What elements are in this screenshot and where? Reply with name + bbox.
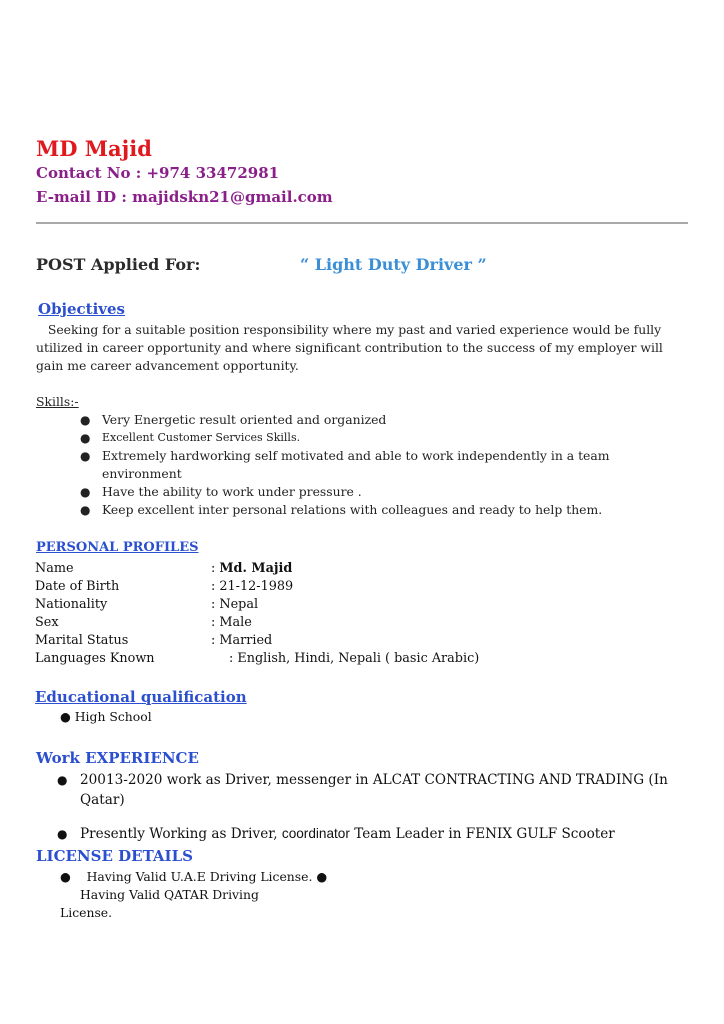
- bullet-icon: ●: [312, 869, 328, 884]
- work-text-end: Team Leader in FENIX GULF Scooter: [349, 826, 615, 842]
- list-item: [78, 429, 638, 447]
- contact-number: Contact No : +974 33472981: [36, 164, 280, 182]
- profile-label: Languages Known: [35, 651, 155, 666]
- work-text-role: coordinator: [281, 826, 350, 841]
- profile-label: Name: [35, 561, 74, 576]
- objectives-body: Seeking for a suitable position responsibility where my past and varied experience would be fully utilized in career opportunity and where significant contribution to the success of my employer will gain me career advancement opportunity.: [36, 322, 663, 373]
- personal-profiles-heading: PERSONAL PROFILES: [36, 540, 199, 555]
- license-qatar: Having Valid QATAR Driving: [80, 887, 259, 902]
- profile-value: : English, Hindi, Nepali ( basic Arabic): [229, 651, 480, 666]
- bullet-icon: ●: [80, 485, 91, 499]
- email-address: E-mail ID : majidskn21@gmail.com: [36, 188, 333, 206]
- bullet-icon: ●: [80, 503, 91, 517]
- list-item: [56, 770, 676, 810]
- license-heading: LICENSE DETAILS: [36, 847, 193, 865]
- bullet-icon: ●: [57, 773, 68, 787]
- skill-text: Excellent Customer Services Skills.: [102, 431, 301, 444]
- bullet-icon: ●: [80, 449, 91, 463]
- license-uae: Having Valid U.A.E Driving License.: [86, 869, 313, 884]
- profile-value: : Married: [211, 633, 273, 648]
- profile-label: Nationality: [35, 597, 108, 612]
- license-line: [60, 868, 327, 886]
- objectives-heading: Objectives: [38, 300, 125, 318]
- post-applied-value: “ Light Duty Driver ”: [300, 255, 487, 274]
- work-text-start: Presently Working as Driver,: [80, 826, 282, 842]
- skill-text: Keep excellent inter personal relations with colleagues and ready to help them.: [102, 502, 603, 517]
- objectives-text: [36, 321, 686, 375]
- profile-value: : Nepal: [211, 597, 259, 612]
- candidate-name: MD Majid: [36, 136, 152, 161]
- license-details: [60, 868, 327, 922]
- profile-name-value: Md. Majid: [219, 561, 293, 576]
- profile-value: : Male: [211, 615, 252, 630]
- work-experience-list: [56, 770, 676, 844]
- skills-list: [78, 411, 638, 519]
- list-item: [78, 483, 638, 501]
- header-divider: [36, 222, 688, 224]
- education-item: ● High School: [60, 709, 152, 724]
- post-applied-label: POST Applied For:: [36, 255, 201, 274]
- profile-label: Marital Status: [35, 633, 129, 648]
- profile-colon: :: [211, 561, 220, 576]
- list-item: [56, 824, 676, 844]
- list-item: [78, 447, 638, 483]
- bullet-icon: ●: [80, 431, 91, 445]
- skill-text: Have the ability to work under pressure .: [102, 484, 362, 499]
- list-item: [78, 411, 638, 429]
- profile-value: [211, 561, 292, 576]
- profile-label: Date of Birth: [35, 579, 120, 594]
- skills-heading: Skills:-: [36, 394, 79, 409]
- skill-text: Very Energetic result oriented and organized: [102, 412, 387, 427]
- profile-value: : 21-12-1989: [211, 579, 294, 594]
- bullet-icon: ●: [57, 827, 68, 841]
- work-experience-heading: Work EXPERIENCE: [36, 749, 199, 767]
- education-heading: Educational qualification: [35, 688, 247, 706]
- license-qatar-end: License.: [60, 905, 113, 920]
- profile-label: Sex: [35, 615, 59, 630]
- bullet-icon: ●: [60, 869, 71, 884]
- skill-text: Extremely hardworking self motivated and able to work independently in a team environment: [102, 448, 610, 481]
- bullet-icon: ●: [80, 413, 91, 427]
- list-item: [78, 501, 638, 519]
- work-text: 20013-2020 work as Driver, messenger in ALCAT CONTRACTING AND TRADING (In Qatar): [80, 772, 668, 808]
